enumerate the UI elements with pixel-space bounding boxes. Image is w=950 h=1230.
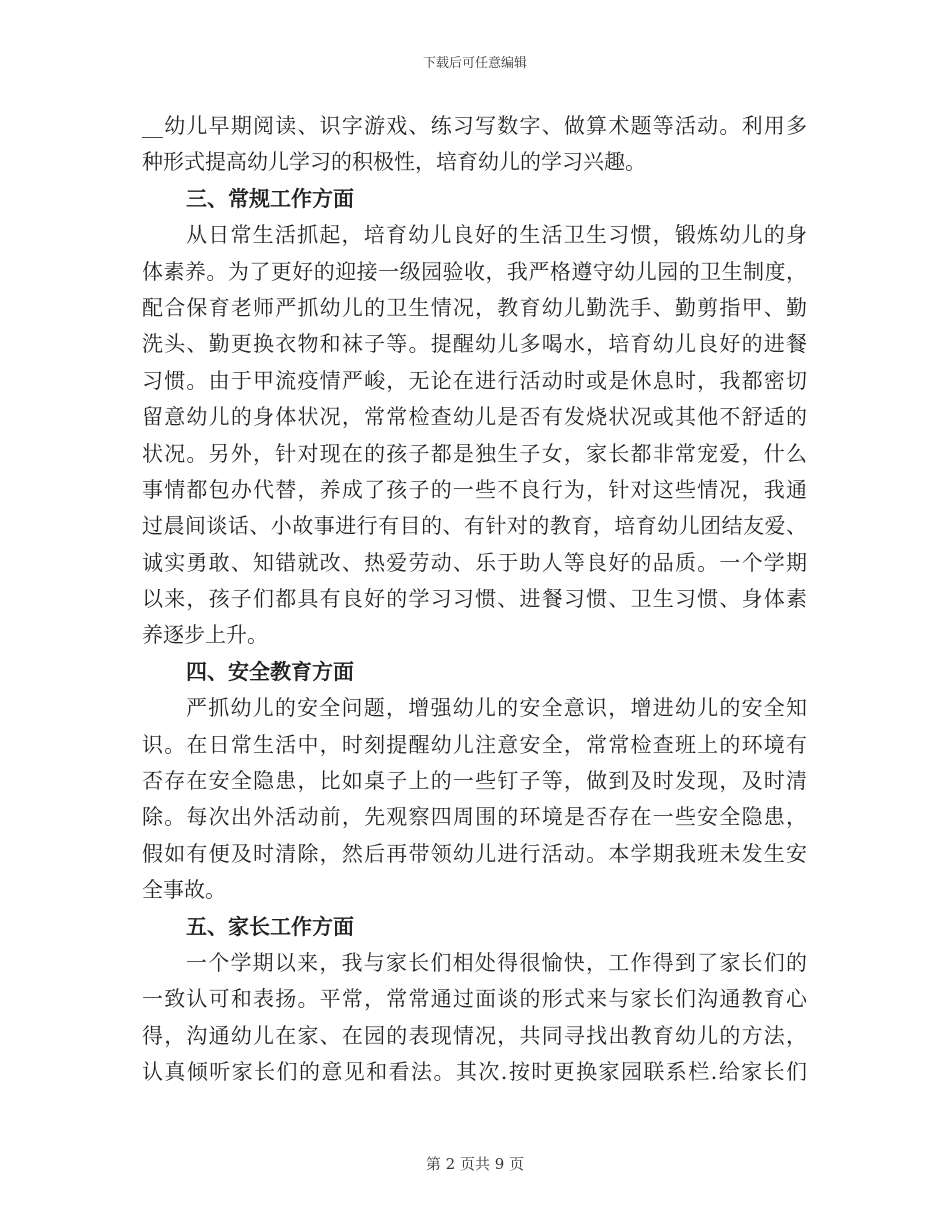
paragraph-line: 一个学期以来，我与家长们相处得很愉快，工作得到了家长们的 — [186, 950, 807, 975]
paragraph-line: 假如有便及时清除，然后再带领幼儿进行活动。本学期我班未发生安 — [142, 841, 807, 866]
paragraph-line: 除。每次出外活动前，先观察四周围的环境是否存在一些安全隐患， — [142, 805, 807, 830]
paragraph-line: 习惯。由于甲流疫情严峻，无论在进行活动时或是休息时，我都密切 — [142, 368, 807, 393]
paragraph-line: 配合保育老师严抓幼儿的卫生情况，教育幼儿勤洗手、勤剪指甲、勤 — [142, 295, 807, 320]
paragraph-line: 诚实勇敢、知错就改、热爱劳动、乐于助人等良好的品质。一个学期 — [142, 550, 807, 575]
paragraph-line: 一致认可和表扬。平常，常常通过面谈的形式来与家长们沟通教育心 — [142, 987, 807, 1012]
paragraph-line: 事情都包办代替，养成了孩子的一些不良行为，针对这些情况，我通 — [142, 477, 807, 502]
paragraph-line: 状况。另外，针对现在的孩子都是独生子女，家长都非常宠爱，什么 — [142, 441, 807, 466]
paragraph-line: __幼儿早期阅读、识字游戏、练习写数字、做算术题等活动。利用多 — [142, 114, 807, 138]
paragraph-line: 从日常生活抓起，培育幼儿良好的生活卫生习惯，锻炼幼儿的身 — [186, 223, 807, 248]
paragraph-line: 体素养。为了更好的迎接一级园验收，我严格遵守幼儿园的卫生制度， — [142, 259, 807, 284]
section-heading: 五、家长工作方面 — [186, 913, 354, 939]
paragraph-line: 以来，孩子们都具有良好的学习习惯、进餐习惯、卫生习惯、身体素 — [142, 587, 807, 612]
document-body — [142, 108, 807, 1091]
paragraph-line: 过晨间谈话、小故事进行有目的、有针对的教育，培育幼儿团结友爱、 — [142, 514, 807, 539]
paragraph-line: 全事故。 — [142, 878, 226, 903]
paragraph-line: 否存在安全隐患，比如桌子上的一些钉子等，做到及时发现，及时清 — [142, 769, 807, 794]
paragraph-line: 洗头、勤更换衣物和袜子等。提醒幼儿多喝水，培育幼儿良好的进餐 — [142, 332, 807, 357]
paragraph-line: 得，沟通幼儿在家、在园的表现情况，共同寻找出教育幼儿的方法， — [142, 1023, 807, 1048]
paragraph-line: 认真倾听家长们的意见和看法。其次.按时更换家园联系栏.给家长们 — [142, 1060, 807, 1085]
section-heading: 四、安全教育方面 — [186, 658, 354, 684]
paragraph-line: 留意幼儿的身体状况，常常检查幼儿是否有发烧状况或其他不舒适的 — [142, 405, 807, 430]
page-header: 下载后可任意编辑 — [422, 56, 527, 71]
paragraph-line: 识。在日常生活中，时刻提醒幼儿注意安全，常常检查班上的环境有 — [142, 732, 807, 757]
paragraph-line: 严抓幼儿的安全问题，增强幼儿的安全意识，增进幼儿的安全知 — [186, 696, 807, 721]
page-footer: 第 2 页共 9 页 — [425, 1155, 525, 1173]
paragraph-line: 种形式提高幼儿学习的积极性，培育幼儿的学习兴趣。 — [142, 150, 646, 175]
paragraph-line: 养逐步上升。 — [142, 623, 268, 648]
section-heading: 三、常规工作方面 — [186, 185, 354, 211]
